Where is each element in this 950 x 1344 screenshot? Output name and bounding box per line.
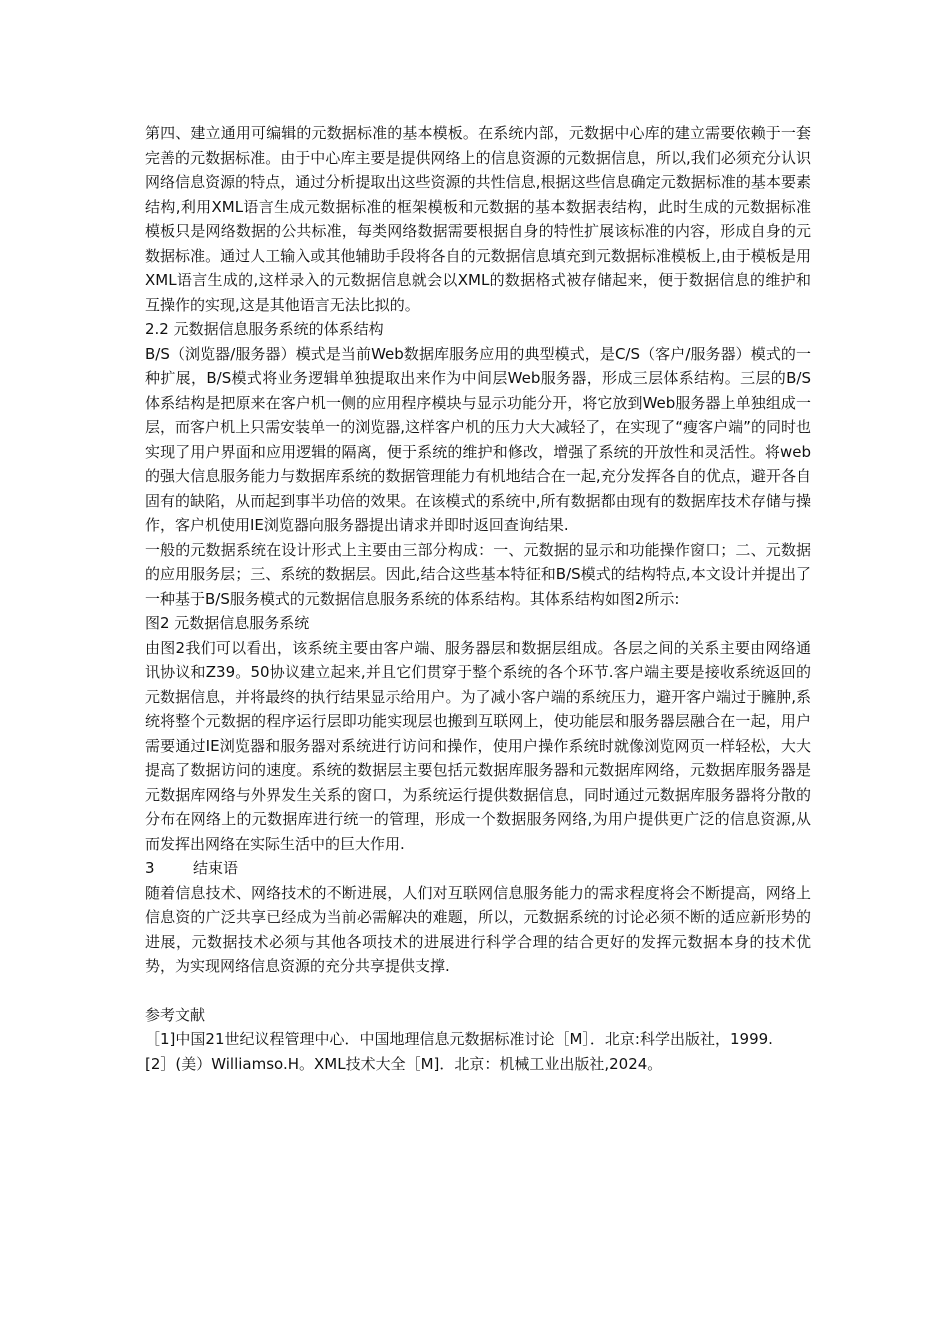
- paragraph-metadata-template: 第四、建立通用可编辑的元数据标准的基本模板。在系统内部，元数据中心库的建立需要依赖于一套完善的元数据标准。由于中心库主要是提供网络上的信息资源的元数据信息，所以,我们必须充分认识网络信息资源的特点，通过分析提取出这些资源的共性信息,根据这些信息确定元数据标准的基本要素结构,利用XML语言生成元数据标准的框架模板和元数据的基本数据表结构，此时生成的元数据标准模板只是网络数据的公共标准，每类网络数据需要根据自身的特性扩展该标准的内容，形成自身的元数据标准。通过人工输入或其他辅助手段将各自的元数据信息填充到元数据标准模板上,由于模板是用XML语言生成的,这样录入的元数据信息就会以XML的数据格式被存储起来，便于数据信息的维护和互操作的实现,这是其他语言无法比拟的。: [145, 124, 811, 314]
- reference-item-1: ［1]中国21世纪议程管理中心．中国地理信息元数据标准讨论［M］．北京:科学出版社，1999.: [145, 1030, 773, 1048]
- paragraph-figure-2-explanation: 由图2我们可以看出，该系统主要由客户端、服务器层和数据层组成。各层之间的关系主要由网络通讯协议和Z39。50协议建立起来,并且它们贯穿于整个系统的各个环节.客户端主要是接收系统返回的元数据信息，并将最终的执行结果显示给用户。为了减小客户端的系统压力，避开客户端过于臃肿,系统将整个元数据的程序运行层即功能实现层也搬到互联网上，使功能层和服务器层融合在一起，用户需要通过IE浏览器和服务器对系统进行访问和操作，使用户操作系统时就像浏览网页一样轻松，大大提高了数据访问的速度。系统的数据层主要包括元数据库服务器和元数据库网络，元数据库服务器是元数据库网络与外界发生关系的窗口，为系统运行提供数据信息，同时通过元数据库服务器将分散的分布在网络上的元数据库进行统一的管理，形成一个数据服务网络,为用户提供更广泛的信息资源,从而发挥出网络在实际生活中的巨大作用.: [145, 638, 811, 853]
- section-heading-3: [145, 856, 811, 881]
- figure-2-caption: 图2 元数据信息服务系统: [145, 614, 310, 632]
- section-3-number: 3: [145, 859, 155, 877]
- spacer: [145, 979, 811, 1003]
- references-heading: 参考文献: [145, 1005, 206, 1024]
- paragraph-bs-architecture: B/S（浏览器/服务器）模式是当前Web数据库服务应用的典型模式，是C/S（客户/服务器）模式的一种扩展，B/S模式将业务逻辑单独提取出来作为中间层Web服务器，形成三层体系结构。三层的B/S体系结构是把原来在客户机一侧的应用程序模块与显示功能分开，将它放到Web服务器上单独组成一层，而客户机上只需安装单一的浏览器,这样客户机的压力大大减轻了，在实现了“瘦客户端”的同时也实现了用户界面和应用逻辑的隔离，便于系统的维护和修改，增强了系统的开放性和灵活性。将web的强大信息服务能力与数据库系统的数据管理能力有机地结合在一起,充分发挥各自的优点，避开各自固有的缺陷，从而起到事半功倍的效果。在该模式的系统中,所有数据都由现有的数据库技术存储与操作，客户机使用IE浏览器向服务器提出请求并即时返回查询结果.: [145, 344, 811, 534]
- section-3-title: 结束语: [193, 859, 239, 877]
- section-heading-2-2: 2.2 元数据信息服务系统的体系结构: [145, 320, 384, 338]
- document-body: [145, 121, 811, 1076]
- paragraph-three-parts: 一般的元数据系统在设计形式上主要由三部分构成：一、元数据的显示和功能操作窗口；二、元数据的应用服务层；三、系统的数据层。因此,结合这些基本特征和B/S模式的结构特点,本文设计并提出了一种基于B/S服务模式的元数据信息服务系统的体系结构。其体系结构如图2所示:: [145, 540, 811, 608]
- reference-item-2: [2］(美）Williamso.H。XML技术大全［M]．北京：机械工业出版社,2024。: [145, 1054, 663, 1073]
- paragraph-conclusion: 随着信息技术、网络技术的不断进展，人们对互联网信息服务能力的需求程度将会不断提高，网络上信息资的广泛共享已经成为当前必需解决的难题，所以，元数据系统的讨论必须不断的适应新形势的进展，元数据技术必须与其他各项技术的进展进行科学合理的结合更好的发挥元数据本身的技术优势，为实现网络信息资源的充分共享提供支撑.: [145, 883, 811, 975]
